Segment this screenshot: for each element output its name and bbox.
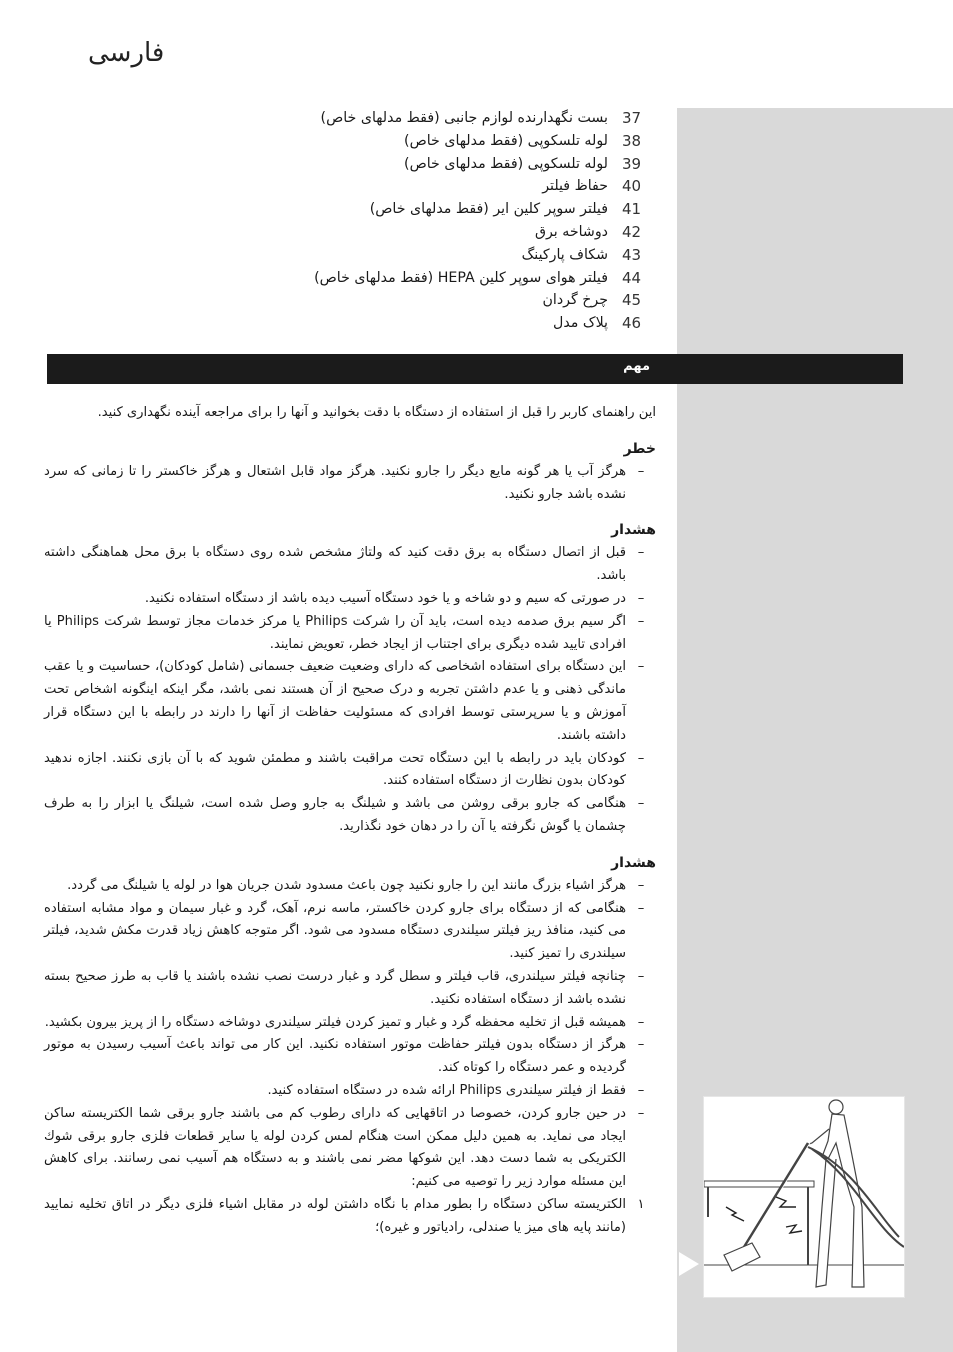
- bullet-marker: –: [637, 796, 645, 812]
- bullet-marker: –: [637, 1014, 645, 1030]
- list-item: [44, 1080, 656, 1103]
- part-row: [240, 198, 652, 221]
- list-item-text: فقط از فیلتر سیلندری Philips ارائه شده در دستگاه استفاده کنید.: [267, 1082, 626, 1098]
- part-row: [240, 244, 652, 267]
- bullet-marker: –: [637, 463, 645, 479]
- danger-heading: خطر: [623, 440, 656, 457]
- part-row: [240, 175, 652, 198]
- intro-paragraph: این راهنمای کاربر را قبل از استفاده از دستگاه با دقت بخوانید و آنها را برای مراجعه آینده نگهداری کنید.: [97, 405, 656, 420]
- parts-list: [240, 107, 652, 335]
- part-row: [240, 289, 652, 312]
- list-item-text: همیشه قبل از تخلیه محفظه گرد و غبار و تمیز کردن فیلتر سیلندری دوشاخه دستگاه را از پریز بیرون بکشید.: [44, 1014, 626, 1030]
- bullet-marker: –: [637, 1082, 645, 1098]
- part-label: دوشاخه برق: [534, 223, 608, 240]
- part-number: 39: [622, 154, 642, 173]
- bullet-marker: –: [637, 877, 645, 893]
- part-row: [240, 267, 652, 290]
- list-item: [44, 542, 656, 588]
- list-item: [44, 611, 656, 657]
- list-item-text: هنگامی که از دستگاه برای جارو کردن خاکستر، ماسه نرم، آهک، گرد و غبار سیمان و مواد مشابه استفاده می کنید، منافذ ریز فیلتر سیلندری دستگاه مسدود می شود. اگر متوجه کاهش زیاد قدرت مکش شدید، فیلتر سیلندری را تمیز کنید.: [44, 900, 626, 962]
- part-label: فیلتر هوای سوپر کلین HEPA (فقط مدلهای خاص): [314, 269, 608, 286]
- part-number: 37: [622, 109, 642, 127]
- list-item: [44, 656, 656, 747]
- bullet-marker: –: [637, 1037, 645, 1053]
- part-number: 42: [622, 222, 642, 241]
- list-item: [44, 1012, 656, 1035]
- list-item: [44, 1034, 656, 1080]
- part-label: چرخ گردان: [542, 292, 608, 309]
- bullet-marker: ۱: [637, 1196, 645, 1212]
- bullet-marker: –: [637, 545, 645, 561]
- warning-heading: هشدار: [611, 522, 656, 539]
- list-item-text: قبل از اتصال دستگاه به برق دقت کنید که ولتاژ مشخص شده روی دستگاه با برق محل هماهنگی داشته باشد.: [44, 545, 626, 584]
- bullet-marker: –: [637, 590, 645, 606]
- part-number: 38: [622, 131, 642, 150]
- part-row: [240, 130, 652, 153]
- list-item-text: هرگز از دستگاه بدون فیلتر حفاظت موتور استفاده نکنید. این کار می تواند باعث آسیب رسیدن به موتور گردیده و عمر دستگاه را کوتاه کند.: [44, 1037, 626, 1076]
- caution-heading: هشدار: [611, 854, 656, 871]
- list-item-text: هرگز اشیاء بزرگ مانند این را جارو نکنید چون باعث مسدود شدن جریان هوا در لوله یا شیلنگ می گردد.: [67, 877, 626, 893]
- list-item-text: این دستگاه برای استفاده اشخاصی که دارای وضعیت ضعیف جسمانی (شامل کودکان)، حساسیت و یا عقب ماندگی ذهنی و یا عدم داشتن تجربه و درک صحیح از آن هستند نمی باشد، مگر اینکه اینگونه اشخاص تحت آموزش و یا سرپرستی توسط افرادی که مسئولیت حفاظت از آنها را دارند در رابطه با این دستگاه قرار داشته باشند.: [44, 659, 626, 743]
- part-label: بست نگهدارنده لوازم جانبی (فقط مدلهای خاص): [320, 110, 608, 126]
- part-number: 41: [622, 200, 642, 219]
- part-number: 40: [622, 177, 642, 196]
- bullet-marker: –: [637, 900, 645, 916]
- list-item: [44, 748, 656, 794]
- section-banner: [47, 354, 903, 384]
- list-item: [44, 1194, 656, 1240]
- part-number: 46: [622, 314, 642, 333]
- list-item-text: الکتریسته ساکن دستگاه را بطور مدام با نگاه داشتن لوله در مقابل اشیاء فلزی دیگر در اتاق تخلیه نمایید (مانند پایه های میز یا صندلی، رادیاتور و غیره)؛: [44, 1196, 626, 1235]
- safety-content: [44, 402, 656, 1252]
- danger-list: [44, 461, 656, 507]
- part-label: فیلتر سوپر کلین ایر (فقط مدلهای خاص): [369, 201, 608, 218]
- part-row: [240, 221, 652, 244]
- list-item-text: اگر سیم برق صدمه دیده است، باید آن را شرکت Philips یا مرکز خدمات مجاز توسط شرکت Philips یا افرادی تایید شده دیگری برای اجتناب از ایجاد خطر، تعویض نمایند.: [44, 613, 627, 652]
- list-item: [44, 1103, 656, 1194]
- part-label: پلاک مدل: [553, 315, 608, 332]
- list-item-text: کودکان باید در رابطه با این دستگاه تحت مراقبت باشند و مطمئن شوید که با آن بازی نکنند. اجازه ندهید کودکان بدون نظارت از دستگاه استفاده کنند.: [44, 750, 626, 789]
- language-title: فارسی: [88, 38, 165, 68]
- list-item: [44, 588, 656, 611]
- list-item: [44, 875, 656, 898]
- list-item-text: در صورتی که سیم و دو شاخه و یا خود دستگاه آسیب دیده باشد از دستگاه استفاده نکنید.: [144, 590, 626, 606]
- list-item: [44, 898, 656, 966]
- part-label: لوله تلسکوپی (فقط مدلهای خاص): [404, 155, 608, 172]
- vacuum-drawing: [704, 1097, 904, 1297]
- vacuum-illustration: [703, 1096, 905, 1298]
- warning-list: [44, 542, 656, 838]
- part-label: شکاف پارکینگ: [521, 246, 608, 263]
- part-row: [240, 153, 652, 176]
- list-item-text: چنانچه فیلتر سیلندری، قاب فیلتر و سطل گرد و غبار درست نصب نشده باشند یا قاب به طرز صحیح بسته نشده باشد از دستگاه استفاده نکنید.: [44, 968, 626, 1007]
- list-item-text: در حین جارو کردن، خصوصا در اتاقهایی که دارای رطوب کم می باشند جارو برقی شما الکتریسته ساکن ایجاد می نماید. به همین دلیل ممکن است هنگام لمس کردن لوله یا سایر قطعات فلزی جارو برقی شوك الکتریکی به شما دست دهد. این شوکها مضر نمی باشند و به دستگاه هم آسیب نمی رسانند. برای کاهش این مسئله موارد زیر را توصیه می کنیم:: [44, 1105, 626, 1190]
- banner-title: مهم: [623, 359, 650, 374]
- part-row: [240, 107, 652, 130]
- part-label: لوله تلسکوپی (فقط مدلهای خاص): [404, 132, 608, 149]
- list-item-text: هرگز آب یا هر گونه مایع دیگر را جارو نکنید. هرگز مواد قابل اشتعال و هرگز خاکستر را تا زمانی که سرد نشده باشد جارو نکنید.: [44, 463, 626, 502]
- list-item-text: هنگامی که جارو برقی روشن می باشد و شیلنگ به جارو وصل شده است، شیلنگ یا ابزار را به طرف چشمان یا گوش نگرفته یا آن را در دهان خود نگذارید.: [44, 796, 626, 834]
- list-item: [44, 966, 656, 1012]
- pointer-triangle: [679, 1252, 699, 1276]
- part-row: [240, 312, 652, 335]
- bullet-marker: –: [637, 1105, 645, 1121]
- bullet-marker: –: [637, 968, 645, 984]
- part-label: حفاظ فیلتر: [542, 178, 608, 195]
- part-number: 45: [622, 291, 642, 310]
- list-item: [44, 793, 656, 839]
- part-number: 44: [622, 268, 642, 287]
- bullet-marker: –: [637, 659, 645, 675]
- bullet-marker: –: [637, 750, 645, 766]
- caution-list: [44, 875, 656, 1240]
- part-number: 43: [622, 245, 642, 264]
- list-item: [44, 461, 656, 507]
- bullet-marker: –: [637, 613, 645, 629]
